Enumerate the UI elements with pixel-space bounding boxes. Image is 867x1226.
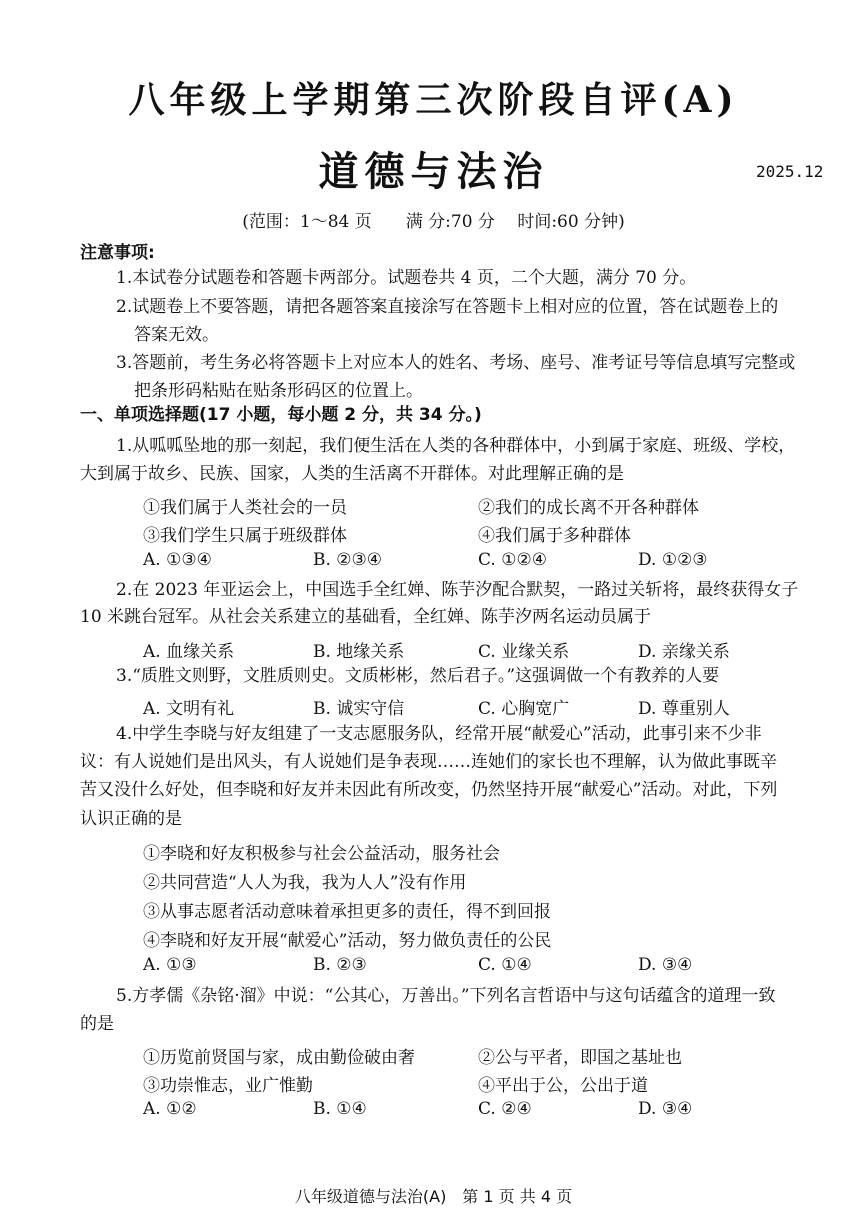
option-d: D. 亲缘关系 — [638, 642, 730, 662]
statement: ③功崇惟志，业广惟勤 — [143, 1076, 313, 1096]
statement: ①历览前贤国与家，成由勤俭破由奢 — [143, 1048, 415, 1068]
option-a: A. ①② — [143, 1099, 197, 1119]
question-stem: 4.中学生李晓与好友组建了一支志愿服务队，经常开展“献爱心”活动，此事引来不少非 — [116, 724, 762, 744]
option-d: D. ③④ — [638, 1099, 693, 1119]
option-a: A. 血缘关系 — [143, 642, 235, 662]
exam-title: 八年级上学期第三次阶段自评(A) — [128, 79, 739, 121]
option-c: C. ②④ — [478, 1099, 532, 1119]
notice-item: 2.试题卷上不要答题，请把各题答案直接涂写在答题卡上相对应的位置，答在试题卷上的 — [116, 297, 779, 317]
question-stem: 1.从呱呱坠地的那一刻起，我们便生活在人类的各种群体中，小到属于家庭、班级、学校， — [116, 436, 796, 456]
question-stem: 苦又没什么好处，但李晓和好友并未因此有所改变，仍然坚持开展“献爱心”活动。对此，下列 — [80, 780, 778, 800]
notice-item: 把条形码粘贴在贴条形码区的位置上。 — [134, 381, 423, 401]
option-d: D. ①②③ — [638, 550, 708, 570]
option-b: B. ①④ — [313, 1099, 367, 1119]
question-stem: 认识正确的是 — [80, 809, 182, 829]
question-stem: 5.方孝儒《杂铭·溜》中说：“公其心，万善出。”下列名言哲语中与这句话蕴含的道理一致 — [116, 986, 776, 1006]
question-stem: 的是 — [80, 1014, 114, 1034]
statement: ③从事志愿者活动意味着承担更多的责任，得不到回报 — [143, 902, 551, 922]
statement: ④我们属于多种群体 — [478, 526, 631, 546]
section-heading: 一、单项选择题(17 小题，每小题 2 分，共 34 分。) — [80, 405, 482, 425]
option-d: D. 尊重别人 — [638, 699, 730, 719]
notice-heading: 注意事项: — [80, 243, 155, 263]
question-stem: 10 米跳台冠军。从社会关系建立的基础看，全红婵、陈芋汐两名运动员属于 — [80, 607, 652, 627]
option-c: C. 业缘关系 — [478, 642, 570, 662]
option-b: B. ②③ — [313, 955, 367, 975]
statement: ④李晓和好友开展“献爱心”活动，努力做负责任的公民 — [143, 931, 552, 951]
option-a: A. ①③ — [143, 955, 197, 975]
question-stem: 议：有人说她们是出风头，有人说她们是争表现……连她们的家长也不理解，认为做此事既辛 — [80, 752, 777, 772]
statement: ③我们学生只属于班级群体 — [143, 526, 347, 546]
subject-title: 道德与法治 — [318, 148, 549, 195]
page-footer: 八年级道德与法治(A) 第 1 页 共 4 页 — [294, 1187, 573, 1206]
question-stem: 2.在 2023 年亚运会上，中国选手全红婵、陈芋汐配合默契，一路过关斩将，最终获得女子 — [116, 580, 799, 600]
notice-item: 3.答题前，考生务必将答题卡上对应本人的姓名、考场、座号、准考证号等信息填写完整或 — [116, 353, 796, 373]
notice-item: 答案无效。 — [134, 325, 219, 345]
notice-item: 1.本试卷分试题卷和答题卡两部分。试题卷共 4 页，二个大题，满分 70 分。 — [116, 268, 697, 288]
statement: ④平出于公，公出于道 — [478, 1076, 648, 1096]
statement: ②我们的成长离不开各种群体 — [478, 498, 699, 518]
statement: ①我们属于人类社会的一员 — [143, 498, 347, 518]
option-b: B. 诚实守信 — [313, 699, 405, 719]
statement: ②共同营造“人人为我，我为人人”没有作用 — [143, 873, 467, 893]
option-d: D. ③④ — [638, 955, 693, 975]
question-stem: 大到属于故乡、民族、国家，人类的生活离不开群体。对此理解正确的是 — [80, 464, 624, 484]
question-stem: 3.“质胜文则野，文胜质则史。文质彬彬，然后君子。”这强调做一个有教养的人要 — [116, 666, 720, 686]
option-a: A. 文明有礼 — [143, 699, 235, 719]
statement: ②公与平者，即国之基址也 — [478, 1048, 682, 1068]
option-c: C. 心胸宽广 — [478, 699, 570, 719]
option-c: C. ①②④ — [478, 550, 547, 570]
exam-date: 2025.12 — [756, 162, 824, 181]
exam-scope: (范围：1～84 页 满 分:70 分 时间:60 分钟) — [242, 212, 625, 232]
option-a: A. ①③④ — [143, 550, 212, 570]
option-c: C. ①④ — [478, 955, 532, 975]
option-b: B. ②③④ — [313, 550, 383, 570]
statement: ①李晓和好友积极参与社会公益活动，服务社会 — [143, 844, 500, 864]
option-b: B. 地缘关系 — [313, 642, 405, 662]
